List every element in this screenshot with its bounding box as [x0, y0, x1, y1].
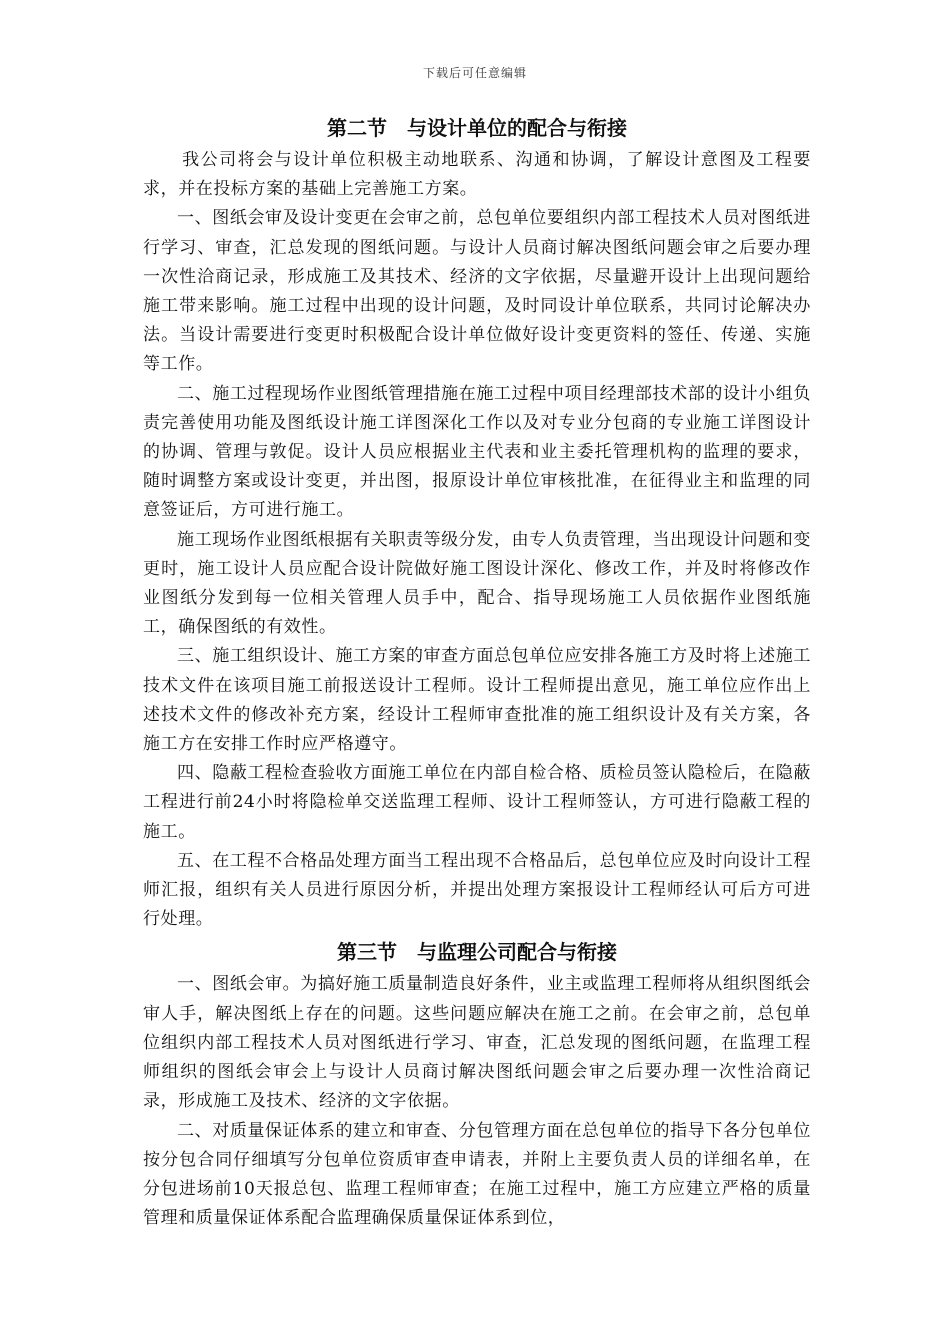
- section-title: 第三节 与监理公司配合与衔接: [337, 940, 617, 965]
- paragraph: 我公司将会与设计单位积极主动地联系、沟通和协调，了解设计意图及工程要求，并在投标方案的基础上完善施工方案。: [143, 150, 811, 200]
- paragraph: 三、施工组织设计、施工方案的审查方面总包单位应安排各施工方及时将上述施工技术文件在该项目施工前报送设计工程师。设计工程师提出意见，施工单位应作出上述技术文件的修改补充方案，经设计工程师审查批准的施工组织设计及有关方案，各施工方在安排工作时应严格遵守。: [143, 646, 811, 755]
- document-body: [143, 112, 811, 1233]
- section-design-coordination: [143, 112, 811, 934]
- header-note: 下载后可任意编辑: [422, 66, 527, 80]
- paragraph: 一、图纸会审。为搞好施工质量制造良好条件，业主或监理工程师将从组织图纸会审人手，解决图纸上存在的问题。这些问题应解决在施工之前。在会审之前，总包单位组织内部工程技术人员对图纸进行学习、审查，汇总发现的图纸问题，在监理工程师组织的图纸会审会上与设计人员商讨解决图纸问题会审之后要办理一次性洽商记录，形成施工及技术、经济的文字依据。: [143, 974, 811, 1112]
- paragraph: 施工现场作业图纸根据有关职责等级分发，由专人负责管理，当出现设计问题和变更时，施工设计人员应配合设计院做好施工图设计深化、修改工作，并及时将修改作业图纸分发到每一位相关管理人员手中，配合、指导现场施工人员依据作业图纸施工，确保图纸的有效性。: [143, 529, 811, 638]
- section-title: 第二节 与设计单位的配合与衔接: [327, 116, 627, 140]
- section-supervision-coordination: [143, 936, 811, 1233]
- paragraph: 四、隐蔽工程检查验收方面施工单位在内部自检合格、质检员签认隐检后，在隐蔽工程进行前24小时将隐检单交送监理工程师、设计工程师签认，方可进行隐蔽工程的施工。: [143, 763, 811, 842]
- paragraph: 五、在工程不合格品处理方面当工程出现不合格品后，总包单位应及时向设计工程师汇报，组织有关人员进行原因分析，并提出处理方案报设计工程师经认可后方可进行处理。: [143, 850, 811, 930]
- paragraph: 一、图纸会审及设计变更在会审之前，总包单位要组织内部工程技术人员对图纸进行学习、审查，汇总发现的图纸问题。与设计人员商讨解决图纸问题会审之后要办理一次性洽商记录，形成施工及其技术、经济的文字依据，尽量避开设计上出现问题给施工带来影响。施工过程中出现的设计问题，及时同设计单位联系，共同讨论解决办法。当设计需要进行变更时积极配合设计单位做好设计变更资料的签任、传递、实施等工作。: [143, 208, 811, 375]
- paragraph: 二、施工过程现场作业图纸管理措施在施工过程中项目经理部技术部的设计小组负责完善使用功能及图纸设计施工详图深化工作以及对专业分包商的专业施工详图设计的协调、管理与敦促。设计人员应根据业主代表和业主委托管理机构的监理的要求，随时调整方案或设计变更，并出图，报原设计单位审核批准，在征得业主和监理的同意签证后，方可进行施工。: [143, 383, 811, 521]
- paragraph: 二、对质量保证体系的建立和审查、分包管理方面在总包单位的指导下各分包单位按分包合同仔细填写分包单位资质审查申请表，并附上主要负责人员的详细名单，在分包进场前10天报总包、监理工程师审查；在施工过程中，施工方应建立严格的质量管理和质量保证体系配合监理确保质量保证体系到位，: [143, 1120, 811, 1229]
